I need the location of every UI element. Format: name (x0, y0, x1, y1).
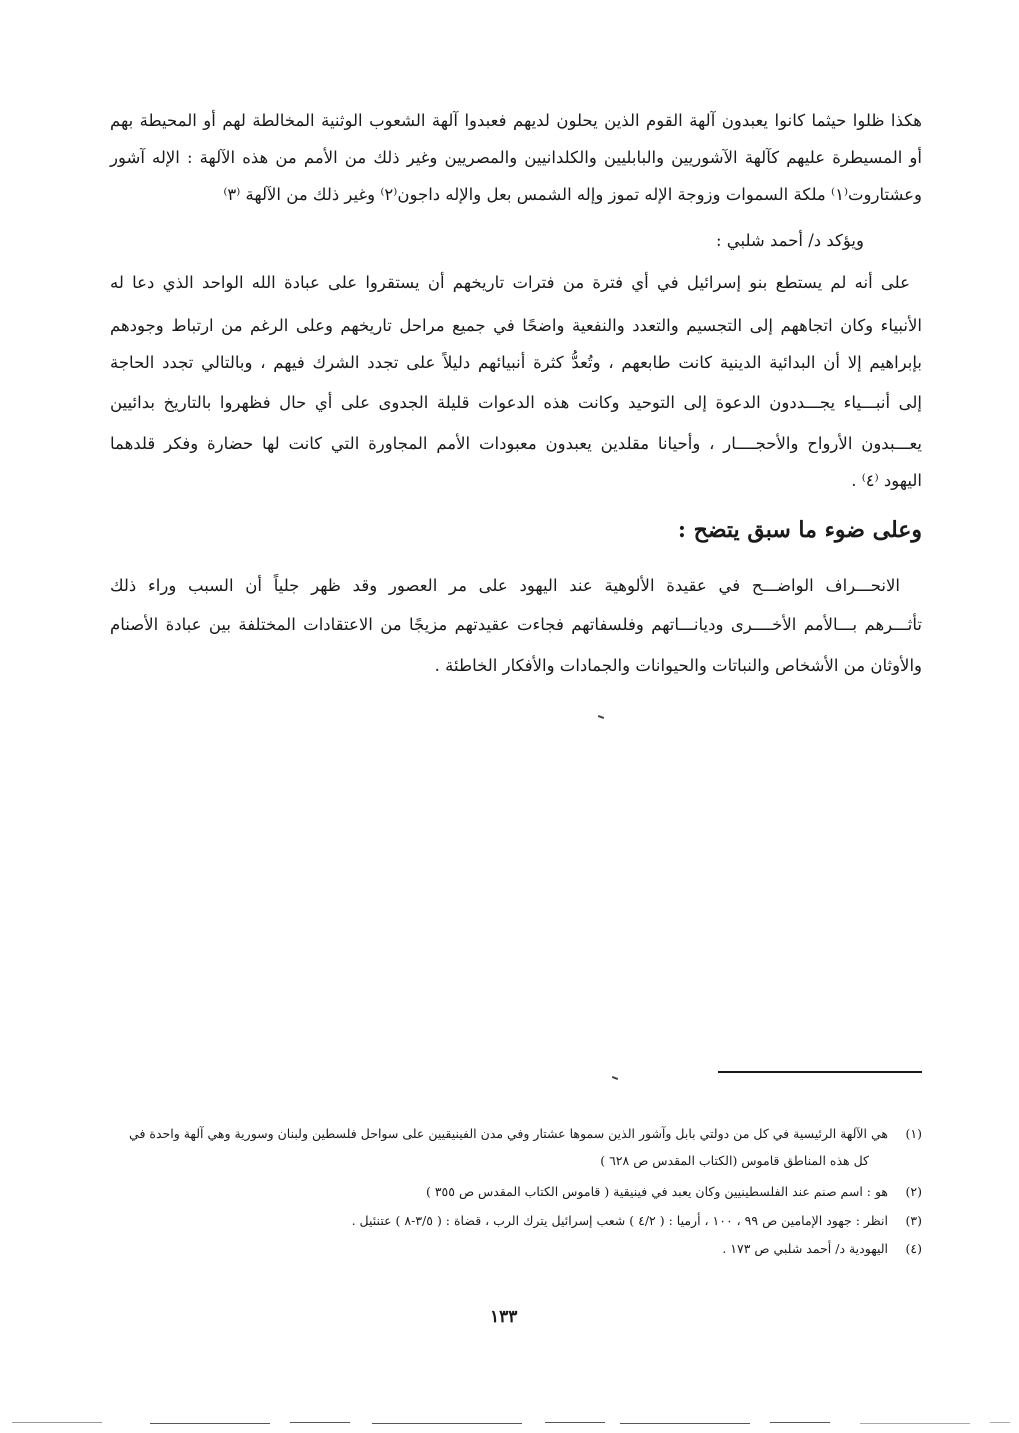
footnote-text: هو : اسم صنم عند الفلسطينيين وكان يعبد في فينيقية ( قاموس الكتاب المقدس ص ٣٥٥ ) (425, 1184, 889, 1199)
scan-edge-line (150, 1423, 270, 1424)
footnote-3 (352, 1212, 922, 1230)
scan-edge-line (372, 1423, 522, 1424)
footnote-text: كل هذه المناطق قاموس (الكتاب المقدس ص ٦٢٨ ) (600, 1153, 869, 1168)
footnote-number: (١) (905, 1126, 922, 1141)
scan-edge-line (620, 1423, 750, 1424)
quote-intro: ويؤكد د/ أحمد شلبي : (715, 231, 864, 250)
footnote-number: (٣) (905, 1213, 922, 1228)
footnote-text: اليهودية د/ أحمد شلبي ص ١٧٣ . (722, 1241, 889, 1256)
section-heading: وعلى ضوء ما سبق يتضح : (677, 517, 922, 543)
scan-edge-line (860, 1423, 970, 1424)
scan-edge-line (545, 1422, 605, 1423)
footnote-text: هي الآلهة الرئيسية في كل من دولتي بابل وآشور الذين سموها عشتار وفي مدن الفينيقيين على سواحل فلسطين ولبنان وسورية وهي آلهة واحدة في (129, 1126, 889, 1141)
paragraph2-line-5: يعـــبدون الأرواح والأحجــــار ، وأحيانا مقلدين يعبدون معبودات الأمم المجاورة التي كانت لها حضارة وفكر قلدهما (110, 434, 922, 453)
paragraph3-line-3: والأوثان من الأشخاص والنباتات والحيوانات والجمادات والأفكار الخاطئة . (434, 656, 922, 675)
footnote-number: (٢) (905, 1184, 922, 1199)
paragraph2-line-2: الأنبياء وكان اتجاههم إلى التجسيم والتعدد والنفعية واضحًا في جميع مراحل تاريخهم وعلى الرغم من ارتباط وجودهم (110, 316, 922, 335)
scan-speck (598, 715, 604, 719)
footnote-separator (718, 1071, 922, 1073)
paragraph1-line-2: أو المسيطرة عليهم كآلهة الآشوريين والبابليين والكلدانيين والمصريين وغير ذلك من الأمم من هذه الآلهة : الإله آشور (110, 148, 922, 167)
scan-edge-line (770, 1422, 830, 1423)
scan-edge-line (290, 1422, 350, 1423)
page-number: ١٣٣ (490, 1307, 518, 1327)
paragraph1-line-3: وعشتاروت⁽١⁾ ملكة السموات وزوجة الإله تموز وإله الشمس بعل والإله داجون⁽٢⁾ وغير ذلك من الآلهة ⁽٣⁾ (223, 185, 922, 204)
paragraph1-line-1: هكذا ظلوا حيثما كانوا يعبدون آلهة القوم الذين يحلون لديهم فعبدوا آلهة الشعوب الوثنية المخالطة لهم أو المحيطة بهم (110, 111, 922, 130)
paragraph3-line-2: تأثـــرهم بـــالأمم الأخــــرى وديانـــاتهم وفلسفاتهم فجاءت عقيدتهم مزيجًا من الاعتقادات المختلفة بين عبادة الأصنام (110, 615, 922, 634)
footnote-text: انظر : جهود الإمامين ص ٩٩ ، ١٠٠ ، أرميا : ( ٤/٢ ) شعب إسرائيل يترك الرب ، قضاة : ( ٣/٥-٨ ) عتنئيل . (351, 1213, 889, 1228)
paragraph2-line-4: إلى أنبـــياء يجـــددون الدعوة إلى التوحيد وكانت هذه الدعوات قليلة الجدوى على أي حال فظهروا بالتاريخ بدائيين (110, 393, 922, 412)
scan-speck (612, 1076, 618, 1080)
paragraph3-line-1: الانحـــراف الواضـــح في عقيدة الألوهية عند اليهود على مر العصور وقد ظهر جلياً أن السبب وراء ذلك (110, 576, 900, 595)
scan-edge-line (990, 1422, 1010, 1423)
footnote-1-continued (600, 1152, 869, 1170)
paragraph2-line-3: بإبراهيم إلا أن البدائية الدينية كانت طابعهم ، وتُعدُّ كثرة أنبيائهم دليلاً على تجدد الشرك فيهم ، وبالتالي تجدد الحاجة (110, 353, 922, 372)
paragraph2-line-6: اليهود ⁽٤⁾ . (851, 471, 922, 490)
footnote-2 (426, 1183, 922, 1201)
scan-edge-line (12, 1422, 102, 1423)
paragraph2-line-1: على أنه لم يستطع بنو إسرائيل في أي فترة من فترات تاريخهم أن يستقروا على عبادة الله الواحد الذي دعا له (110, 273, 910, 292)
footnote-1 (129, 1125, 922, 1143)
footnote-number: (٤) (905, 1241, 922, 1256)
footnote-4 (722, 1240, 922, 1258)
